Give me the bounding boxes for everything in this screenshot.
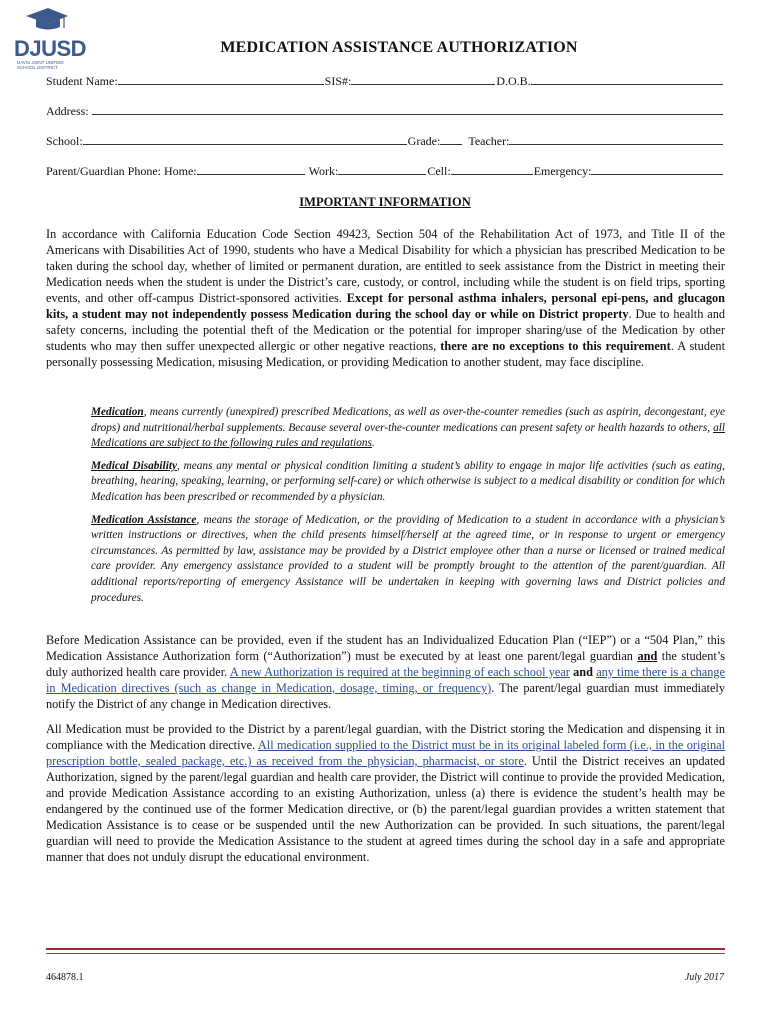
student-name-label: Student Name: — [46, 74, 118, 88]
authorization-and-2: and — [573, 665, 593, 679]
medication-assistance-definition: , means the storage of Medication, or the providing of Medication to a student in accordance with a physician’s written instructions or directives, when the child presents himself/herself at the agreed time, or in response to urgent or emergency circumstances. As permitted by law, assistance may be provided by a District employee other than a nurse or licensed or trained medical care provider. Any emergency assistance provided to a student will be promptly brought to the attention of the parent/guardian. All additional reports/reporting of emergency Assistance will be undertaken in keeping with governing laws and District policies and procedures. — [91, 513, 725, 604]
work-phone-label: Work: — [308, 164, 339, 178]
medical-disability-term: Medical Disability — [91, 459, 177, 472]
graduation-cap-icon — [22, 6, 72, 34]
authorization-paragraph — [46, 632, 725, 712]
footer-rule-bottom — [46, 953, 725, 954]
grade-field[interactable] — [440, 133, 462, 145]
cell-phone-label: Cell: — [427, 164, 451, 178]
sis-label: SIS#: — [324, 74, 352, 88]
medication-term: Medication — [91, 406, 144, 418]
home-phone-field[interactable] — [197, 163, 305, 175]
logo-name: DJUSD — [14, 36, 87, 61]
intro-bold-2: there are no exceptions to this requirement — [440, 339, 671, 353]
emergency-phone-label: Emergency: — [533, 164, 592, 178]
form-row-student — [46, 73, 724, 89]
form-row-address — [46, 103, 724, 119]
medication-definition: , means currently (unexpired) prescribed Medications, as well as over-the-counter remedies (such as aspirin, decongestant, eye drops) and nutritional/herbal supplements. Because several over-the-counter medications can present safety or health hazards to others, — [91, 406, 725, 434]
authorization-and-1: and — [637, 649, 658, 663]
intro-text-1: In accordance with California Education Code Section 49423, Section 504 of the Rehabilitation Act of 1973, and Title II of the Americans with Disabilities Act of 1990, students who have a Medical Disability for which a physician has prescribed Medication to be taken during the school day, whether of limited or permanent duration, are entitled to seek assistance from the District in meeting their Medication needs when the student is under the District’s care, custody, or control, including while the student is on field trips, sporting events, and other off-campus District-sponsored activities. — [46, 227, 725, 305]
dob-label: D.O.B. — [496, 74, 531, 88]
school-field[interactable] — [83, 133, 407, 145]
sis-field[interactable] — [351, 73, 495, 85]
school-label: School: — [46, 134, 83, 148]
medication-rules-note: all Medications are subject to the following rules and regulations — [91, 421, 725, 450]
work-phone-field[interactable] — [338, 163, 426, 175]
intro-text-2: . Due to health and safety concerns, including the potential theft of the Medication or the potential for improper sharing/use of the Medication by other students who may then suffer unexpected allergic or other negative reactions, — [46, 307, 726, 353]
definition-medication-assistance — [91, 513, 725, 607]
authorization-text-3: . The parent/legal guardian must immediately notify the District of any change in Medication directives. — [46, 681, 725, 711]
provision-text-2: . Until the District receives an updated Authorization, signed by the parent/legal guardian and health care provider, the District will continue to provide the provided Medication, and provide Medication Assistance according to an existing Authorization, unless (a) there is evidence the student’s health may be endangered by the continued use of the former Medication directive, or (b) the parent/legal guardian provides a written statement that Medication Assistance is to cease or be suspended until the new Authorization can be provided. In such situations, the parent/legal guardian will need to provide the Medication Assistance to the student at agreed times during the school day in a safe and appropriate manner that does not unduly disrupt the educational environment. — [46, 754, 725, 864]
cell-phone-field[interactable] — [451, 163, 533, 175]
section-heading: IMPORTANT INFORMATION — [299, 195, 471, 209]
provision-text-1: All Medication must be provided to the District by a parent/legal guardian, with the District storing the Medication and dispensing it in compliance with the Medication directive. — [46, 722, 725, 752]
authorization-text-1: Before Medication Assistance can be provided, even if the student has an Individualized Education Plan (“IEP”) or a “504 Plan,” this Medication Assistance Authorization form (“Authorization”) must be executed by at least one parent/legal guardian — [46, 633, 725, 663]
form-row-school — [46, 133, 724, 149]
medication-definition-end: . — [371, 437, 375, 450]
definition-medical-disability — [91, 459, 725, 506]
authorization-text-2: the student’s duly authorized health care provider. — [46, 649, 726, 679]
document-date: July 2017 — [684, 972, 724, 983]
footer-rule-top — [46, 948, 725, 950]
medical-disability-definition: , means any mental or physical condition limiting a student’s ability to engage in major life activities (such as eating, breathing, hearing, speaking, learning, or performing self-care) or which otherwise is subject to a medical disability or condition for which Medication has been prescribed or recommended by a physician. — [91, 459, 725, 503]
teacher-field[interactable] — [509, 133, 723, 145]
intro-bold-1: Except for personal asthma inhalers, personal epi-pens, and glucagon kits, a student may not independently possess Medication during the school day or while on District property — [46, 291, 726, 321]
logo-subtitle — [17, 60, 64, 70]
student-name-field[interactable] — [118, 73, 324, 85]
address-label: Address: — [46, 104, 89, 118]
intro-paragraph — [46, 226, 725, 370]
address-field[interactable] — [92, 103, 723, 115]
logo-subtitle-line2: SCHOOL DISTRICT — [17, 65, 58, 70]
district-logo — [6, 6, 86, 70]
medication-change-link[interactable]: any time there is a change in Medication directives (such as change in Medication, dosage, timing, or frequency) — [46, 665, 726, 695]
new-authorization-link[interactable]: A new Authorization is required at the beginning of each school year — [229, 665, 570, 679]
form-row-phone — [46, 163, 724, 179]
original-labeled-form-link[interactable]: All medication supplied to the District must be in its original labeled form (i.e., in the original prescription bottle, sealed package, etc.) as received from the physician, pharmacist, or store — [46, 738, 725, 768]
grade-label: Grade: — [407, 134, 441, 148]
teacher-label: Teacher: — [468, 134, 510, 148]
page-title: MEDICATION ASSISTANCE AUTHORIZATION — [220, 39, 578, 56]
home-phone-label: Parent/Guardian Phone: Home: — [46, 164, 197, 178]
logo-subtitle-line1: DAVIS JOINT UNIFIED — [17, 60, 64, 65]
document-number: 464878.1 — [46, 972, 84, 983]
emergency-phone-field[interactable] — [591, 163, 723, 175]
intro-text-3: . A student personally possessing Medication, misusing Medication, or providing Medication to another student, may face discipline. — [46, 339, 725, 369]
definition-medication — [91, 405, 725, 452]
medication-assistance-term: Medication Assistance — [91, 513, 197, 526]
dob-field[interactable] — [531, 73, 723, 85]
provision-paragraph — [46, 721, 725, 865]
definitions-block — [91, 405, 725, 613]
